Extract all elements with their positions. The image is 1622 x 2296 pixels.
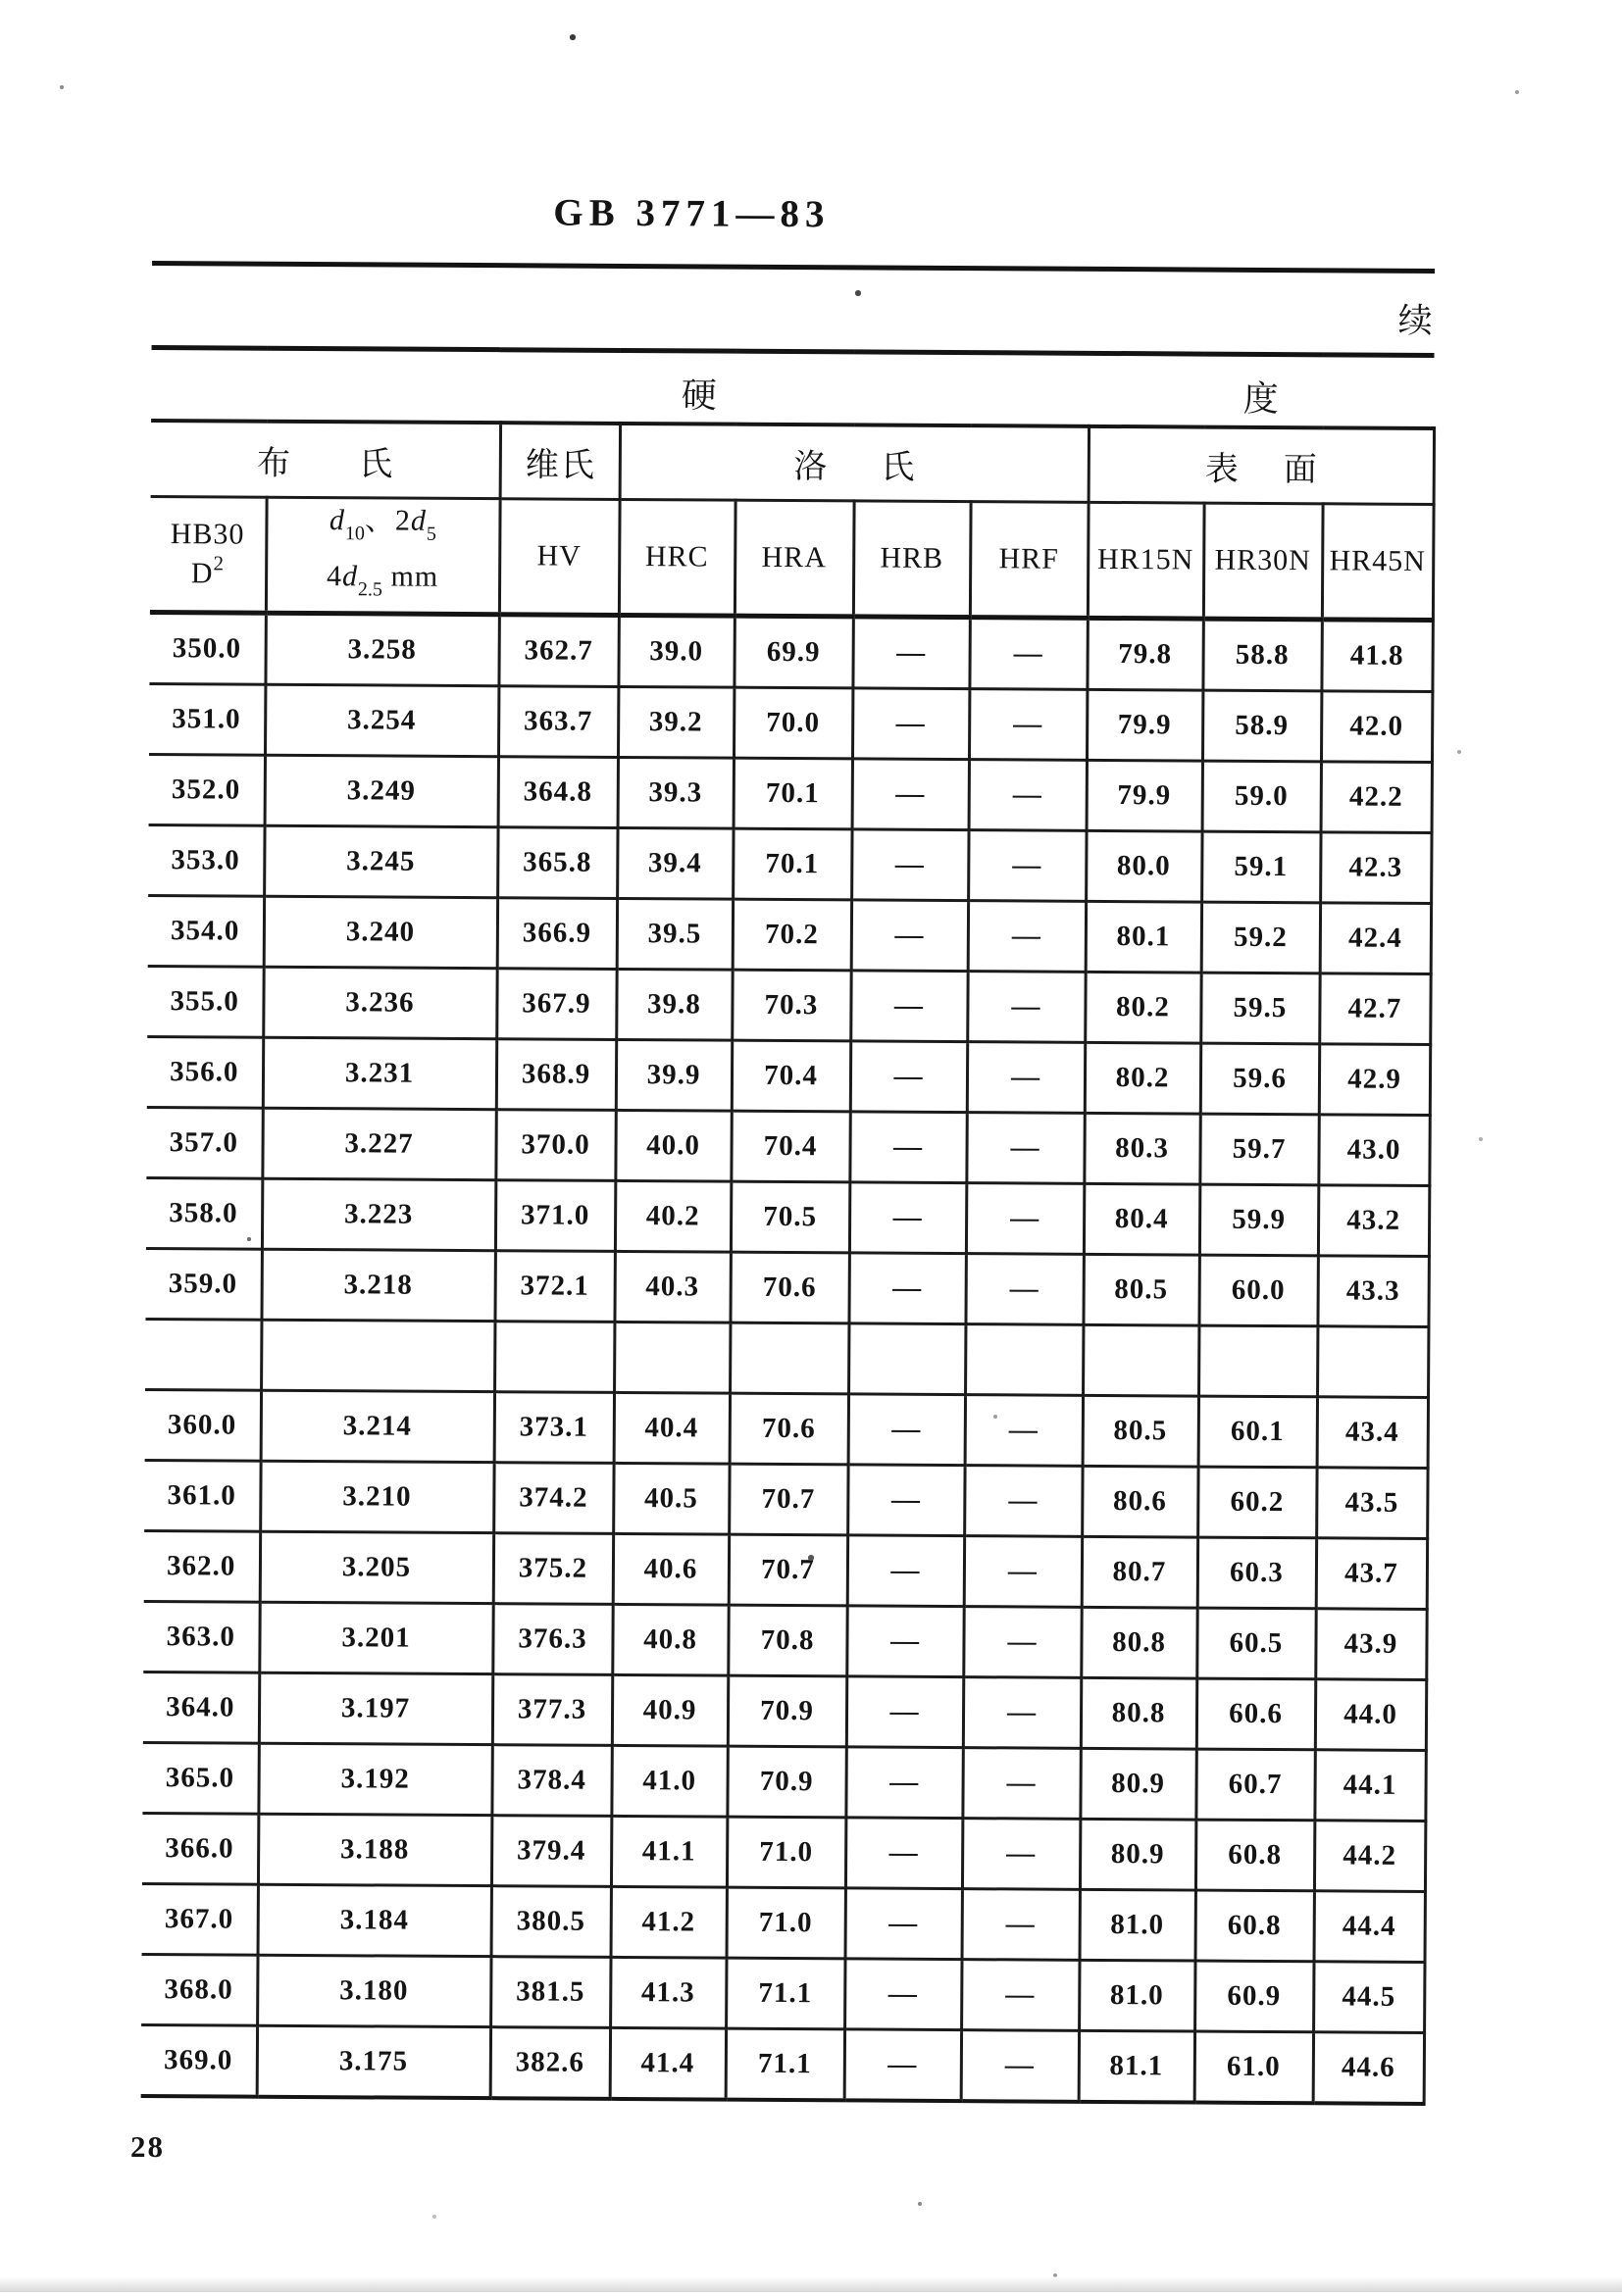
col-header-text: 4 [326,560,343,593]
group-char: 布 [256,445,291,482]
table-cell: — [847,1465,964,1536]
table-cell: 69.9 [734,616,852,688]
col-header-hrc: HRC [619,499,735,616]
group-char: 氏 [560,447,594,484]
table-row [142,1883,1425,1962]
table-cell: 79.9 [1087,689,1202,761]
table-cell: 362.0 [144,1530,260,1602]
d-subscript: 2.5 [357,578,383,601]
table-row [145,1249,1428,1327]
table-cell: 3.201 [259,1602,492,1673]
col-header-text: mm [381,560,439,593]
table-cell: — [962,1819,1080,1890]
table-cell: 43.3 [1317,1256,1428,1327]
table-row [143,1672,1426,1750]
table-cell: 365.0 [142,1742,258,1814]
table-cell: — [849,1112,966,1183]
table-cell: — [852,759,969,830]
doc-code: GB 3771—83 [553,191,831,236]
table-row [143,1601,1426,1679]
table-row [144,1460,1427,1538]
table-cell: 3.218 [261,1249,494,1321]
table-cell: 40.6 [613,1533,729,1605]
table-cell: 58.9 [1202,690,1321,762]
table-cell: 80.4 [1084,1183,1199,1255]
table-cell: 80.9 [1080,1819,1195,1890]
table-cell: — [846,1606,963,1677]
table-cell: — [962,1889,1080,1961]
table-cell: 350.0 [149,613,265,685]
table-cell: 71.1 [726,2028,844,2100]
table-cell: 80.3 [1084,1113,1199,1184]
col-header-hrb: HRB [853,501,971,618]
table-cell: 364.0 [143,1672,259,1743]
col-header-sup: 2 [213,551,225,575]
table-cell: 367.9 [496,969,616,1040]
table-cell: 3.249 [265,755,498,826]
table-cell: 43.9 [1315,1609,1426,1680]
table-cell: 80.8 [1081,1677,1196,1749]
table-cell: 373.1 [494,1392,614,1464]
table-cell: 3.254 [265,684,498,756]
table-cell: 352.0 [149,755,265,826]
hardness-char-right: 度 [1242,378,1279,420]
table-cell: 368.0 [141,1954,257,2025]
table-cell: 366.9 [497,898,617,970]
table-cell: 44.5 [1313,1962,1424,2033]
top-rule [152,261,1435,274]
table-cell: 80.2 [1085,1042,1200,1114]
table-cell: 70.8 [728,1605,846,1676]
table-cell: 358.0 [146,1178,262,1250]
table-cell: — [845,1747,962,1819]
table-cell: 356.0 [147,1037,263,1109]
table-cell: — [845,1818,962,1889]
table-cell: 363.0 [143,1601,259,1672]
table-cell [1317,1326,1428,1398]
group-char: 洛 [793,448,828,485]
table-cell: 366.0 [142,1813,258,1884]
table-cell: 70.9 [728,1675,846,1747]
table-row [146,1108,1429,1186]
table-cell: 39.8 [616,969,732,1040]
table-cell: 70.5 [731,1181,849,1253]
table-cell: 43.0 [1318,1115,1429,1186]
table-row [149,684,1432,763]
table-cell: 70.0 [734,687,852,759]
table-row [141,1954,1424,2032]
table-row [149,755,1432,833]
table-cell: 80.5 [1083,1254,1198,1325]
table-cell: 375.2 [493,1533,613,1605]
table-cell: 44.4 [1314,1891,1425,1963]
table-cell: 379.4 [491,1816,611,1887]
table-cell: 3.197 [259,1672,492,1744]
group-header-vickers [500,423,620,499]
table-cell: 42.9 [1319,1044,1430,1116]
col-header-hr15n: HR15N [1088,502,1204,619]
scale-group-row [151,421,1434,504]
table-cell: — [968,901,1086,973]
table-cell: 80.2 [1085,972,1200,1043]
col-header-hb30d2 [150,497,267,614]
col-header-hr30n: HR30N [1203,503,1323,620]
table-cell: 80.5 [1083,1395,1198,1467]
table-cell: 44.6 [1313,2032,1424,2104]
table-cell: — [850,971,967,1042]
col-header-text: HB30 D [170,518,245,590]
table-cell: 60.0 [1198,1255,1317,1326]
table-cell: 81.0 [1080,1889,1195,1961]
table-cell: — [849,1182,966,1254]
table-row [147,1037,1430,1116]
table-cell: 351.0 [149,684,265,756]
table-cell: 70.7 [729,1534,847,1606]
table-cell: 70.9 [727,1746,845,1818]
table-cell: — [969,760,1087,831]
table-cell: 60.8 [1195,1820,1314,1891]
table-cell: 71.0 [727,1887,845,1959]
table-cell: 42.0 [1321,691,1432,763]
table-cell: 3.205 [260,1531,493,1603]
table-cell [965,1324,1083,1396]
page-content [139,0,1436,2296]
table-cell: 3.227 [262,1108,495,1179]
table-cell: 81.0 [1079,1960,1194,2031]
col-header-hra: HRA [735,500,854,617]
table-cell: 359.0 [145,1249,261,1321]
table-cell: 80.7 [1082,1536,1197,1608]
table-cell: 70.3 [732,970,850,1041]
table-cell: 41.8 [1321,620,1432,692]
group-char: 表 [1204,451,1239,488]
table-cell: 80.0 [1086,830,1201,902]
table-cell: 71.0 [727,1817,845,1888]
table-cell: 60.2 [1197,1467,1316,1538]
table-cell: — [967,1042,1085,1114]
table-cell: 80.1 [1086,901,1201,973]
table-cell: 42.7 [1319,973,1430,1045]
table-cell: 372.1 [494,1251,614,1323]
table-cell: — [847,1535,964,1607]
table-cell: — [848,1253,965,1324]
table-cell: 60.7 [1195,1749,1314,1821]
table-cell: 3.240 [264,896,497,968]
table-cell: 3.236 [263,967,496,1038]
table-body [141,613,1433,2104]
hardness-band-row [151,348,1434,428]
table-cell: 365.8 [497,827,617,899]
table-cell: 354.0 [148,896,264,968]
table-cell: — [964,1536,1082,1608]
table-cell: — [851,829,968,901]
table-cell: 59.7 [1199,1114,1318,1185]
table-cell: 3.188 [258,1814,491,1885]
group-header-rockwell [620,424,1089,502]
table-cell: 361.0 [144,1460,260,1531]
table-cell: 39.3 [618,757,734,828]
table-cell [494,1322,614,1393]
table-cell: 61.0 [1194,2031,1313,2103]
table-row [145,1389,1428,1468]
table-cell: 81.1 [1079,2030,1194,2102]
table-cell: 59.0 [1202,761,1321,832]
table-cell: 44.1 [1314,1750,1425,1822]
table-cell: 371.0 [495,1180,615,1252]
table-cell [730,1323,848,1394]
table-cell: 60.3 [1197,1537,1316,1609]
table-cell: 70.1 [733,828,851,900]
table-cell: 355.0 [147,967,263,1038]
table-cell: 374.2 [493,1463,613,1534]
table-cell [848,1323,965,1395]
group-char: 氏 [358,445,393,483]
table-cell: — [851,900,968,972]
table-cell: — [963,1677,1081,1749]
table-cell: — [965,1395,1083,1467]
table-cell: 364.8 [498,757,618,828]
table-cell: 71.1 [726,1958,844,2029]
table-cell: 70.4 [732,1040,850,1112]
table-cell: — [962,1748,1080,1820]
hardness-conversion-table [141,345,1436,2106]
hardness-char-left: 硬 [681,375,717,416]
table-cell: 41.4 [610,2027,726,2099]
table-cell: 39.5 [617,898,733,970]
table-cell: — [969,689,1087,761]
table-cell: — [961,1960,1079,2031]
table-cell: 41.0 [611,1745,727,1817]
group-char: 维 [525,446,559,484]
group-header-brinell [151,421,500,499]
table-cell: 60.5 [1196,1608,1315,1679]
table-cell: 59.2 [1201,902,1320,973]
table-cell: 40.4 [614,1392,730,1464]
table-cell: 79.8 [1087,618,1202,690]
table-cell: — [850,1041,967,1113]
continued-label: 续 [1397,301,1433,340]
table-cell: 3.180 [257,1955,490,2026]
table-row [148,896,1431,974]
table-cell: 42.3 [1320,832,1431,904]
table-cell: 357.0 [146,1108,262,1179]
table-cell: 40.3 [614,1251,730,1323]
table-cell: — [961,2030,1079,2102]
col-header-indent-diameter [266,497,500,614]
table-cell: 70.2 [733,899,851,971]
table-row [142,1813,1425,1891]
table-cell: 40.8 [612,1604,728,1675]
table-cell [614,1322,730,1393]
table-row [147,967,1430,1045]
d-subscript: 10 [344,523,365,545]
table-cell: 44.2 [1314,1821,1425,1892]
table-cell: 3.214 [261,1390,494,1462]
table-cell: 42.4 [1320,903,1431,974]
table-cell: 41.3 [610,1957,726,2028]
column-header-row [150,497,1434,621]
hardness-band-cell [151,348,1434,428]
table-cell: 70.6 [730,1252,848,1323]
table-cell: 70.6 [730,1393,848,1465]
table-cell [261,1320,494,1391]
table-row [148,825,1431,904]
table-cell: 368.9 [496,1039,616,1111]
table-cell: 39.0 [618,615,734,687]
table-cell: 3.258 [265,613,498,685]
table-cell: 3.210 [260,1461,493,1532]
table-cell: — [965,1254,1083,1325]
table-cell: 381.5 [490,1957,610,2028]
table-row [145,1320,1428,1398]
table-cell: 3.184 [258,1884,491,1956]
scan-specks [0,0,2,2]
table-cell: 369.0 [141,2024,257,2096]
table-cell: 59.9 [1199,1184,1318,1256]
table-cell: 382.6 [490,2027,610,2099]
table-cell: 60.9 [1194,1961,1313,2032]
table-cell: 376.3 [492,1604,612,1675]
table-cell: 380.5 [491,1886,611,1958]
table-cell: 39.4 [617,827,733,899]
table-cell: 378.4 [491,1745,611,1817]
d-subscript: 5 [426,523,436,545]
table-cell: 43.4 [1317,1397,1428,1469]
table-cell: — [846,1676,963,1748]
table-row [149,613,1432,692]
table-cell: 59.6 [1200,1043,1319,1115]
table-cell: 360.0 [145,1389,261,1461]
table-cell [145,1320,261,1391]
table-cell: 70.7 [729,1464,847,1535]
table-cell: 3.175 [257,2025,490,2098]
table-cell: — [852,617,969,689]
table-cell: 80.8 [1081,1607,1196,1678]
table-cell: 58.8 [1202,619,1321,691]
table-cell: — [966,1183,1084,1255]
group-char: 氏 [881,449,915,486]
table-cell: 39.9 [616,1039,732,1111]
table-cell: — [845,1888,962,1960]
table-cell: 362.7 [498,615,618,687]
d-symbol: d [341,560,359,593]
table-cell: 40.5 [613,1463,729,1534]
table-cell: 60.8 [1195,1890,1314,1962]
table-cell: 44.0 [1315,1679,1426,1751]
table-cell: — [966,1113,1084,1184]
group-header-superficial [1089,426,1434,505]
table-cell: 367.0 [142,1883,258,1955]
table-cell: 41.1 [611,1816,727,1887]
table-cell: 70.4 [731,1111,849,1182]
table-cell: 43.7 [1316,1538,1427,1610]
table-cell: 3.223 [262,1178,495,1250]
table-cell: 40.0 [615,1110,731,1181]
table-cell: 43.5 [1316,1468,1427,1539]
page-number: 28 [130,2129,165,2164]
table-cell: 3.245 [264,825,497,897]
d-symbol: d [329,504,346,537]
table-cell: 80.9 [1080,1748,1195,1820]
table-row [146,1178,1429,1257]
table-cell: — [969,618,1087,690]
table-cell: 40.9 [612,1674,728,1746]
table-cell: — [968,830,1086,902]
table-cell: — [964,1466,1082,1537]
table-cell: — [848,1394,965,1466]
table-cell: 43.2 [1318,1185,1429,1257]
table-row [142,1742,1425,1821]
table-row [141,2024,1424,2103]
table-cell: 377.3 [492,1674,612,1746]
table-cell: 59.5 [1200,973,1319,1044]
table-cell: 363.7 [498,686,618,758]
table-cell: 41.2 [611,1886,727,1958]
table-cell: 60.1 [1198,1396,1317,1468]
table-cell [1198,1325,1317,1397]
table-cell: 70.1 [734,758,852,829]
table-cell: — [963,1607,1081,1678]
col-header-hrf: HRF [970,502,1089,619]
table-cell: 3.192 [258,1743,491,1815]
table-cell: 3.231 [263,1037,496,1109]
d-symbol: d [410,504,428,537]
table-cell: — [967,972,1085,1043]
table-row [144,1530,1427,1609]
col-header-hv: HV [499,499,620,616]
table-cell: 42.2 [1321,762,1432,833]
table-cell: 40.2 [615,1180,731,1252]
table-cell: 39.2 [618,686,734,758]
group-char: 面 [1283,451,1317,488]
table-cell: — [844,2029,961,2101]
table-cell: 79.9 [1087,760,1202,831]
table-cell: 80.6 [1082,1466,1197,1537]
table-cell: 59.1 [1201,831,1320,903]
table-cell: — [852,688,969,760]
table-cell: 370.0 [495,1110,615,1181]
table-cell [1083,1324,1198,1396]
col-header-hr45n: HR45N [1322,504,1434,621]
table-cell: — [844,1959,961,2030]
table-cell: 60.6 [1196,1678,1315,1750]
table-cell: 353.0 [148,825,264,897]
scan-edge-artifact [0,2276,1622,2292]
col-header-text: 、2 [364,504,412,537]
